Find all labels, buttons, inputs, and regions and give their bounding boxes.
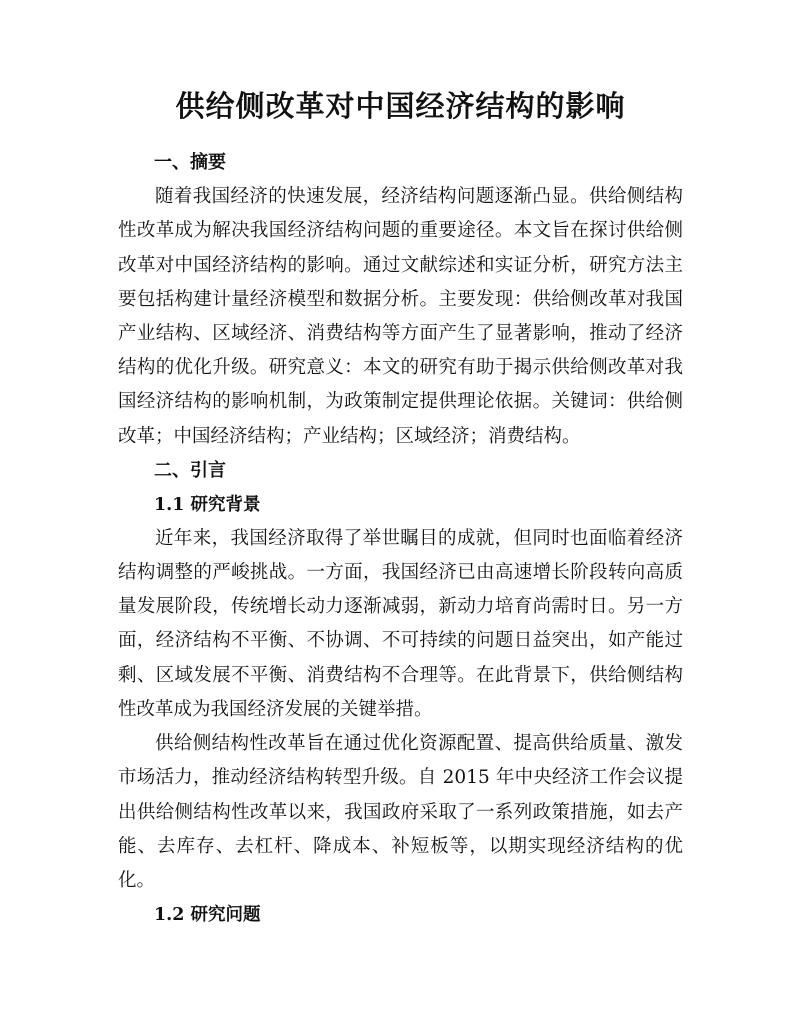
abstract-paragraph: 随着我国经济的快速发展，经济结构问题逐渐凸显。供给侧结构性改革成为解决我国经济结构问题的重要途径。本文旨在探讨供给侧改革对中国经济结构的影响。通过文献综述和实证分析，研究方法主要包括构建计量经济模型和数据分析。主要发现：供给侧改革对我国产业结构、区域经济、消费结构等方面产生了显著影响，推动了经济结构的优化升级。研究意义：本文的研究有助于揭示供给侧改革对我国经济结构的影响机制，为政策制定提供理论依据。关键词：供给侧改革；中国经济结构；产业结构；区域经济；消费结构。	[118, 186, 683, 447]
document-page	[118, 88, 683, 932]
background-paragraph-1: 近年来，我国经济取得了举世瞩目的成就，但同时也面临着经济结构调整的严峻挑战。一方面，我国经济已由高速增长阶段转向高质量发展阶段，传统增长动力逐渐减弱，新动力培育尚需时日。另一方面，经济结构不平衡、不协调、不可持续的问题日益突出，如产能过剩、区域发展不平衡、消费结构不合理等。在此背景下，供给侧结构性改革成为我国经济发展的关键举措。	[118, 527, 683, 720]
background-paragraph-2: 供给侧结构性改革旨在通过优化资源配置、提高供给质量、激发市场活力，推动经济结构转型升级。自 2015 年中央经济工作会议提出供给侧结构性改革以来，我国政府采取了一系列政策措施，如去产能、去库存、去杠杆、降成本、补短板等，以期实现经济结构的优化。	[118, 733, 683, 891]
document-title: 供给侧改革对中国经济结构的影响	[175, 89, 626, 123]
section-heading-abstract: 一、摘要	[154, 152, 226, 174]
subsection-heading-background: 1.1 研究背景	[154, 494, 261, 515]
section-heading-introduction: 二、引言	[154, 459, 226, 481]
subsection-heading-research-questions: 1.2 研究问题	[154, 905, 261, 926]
